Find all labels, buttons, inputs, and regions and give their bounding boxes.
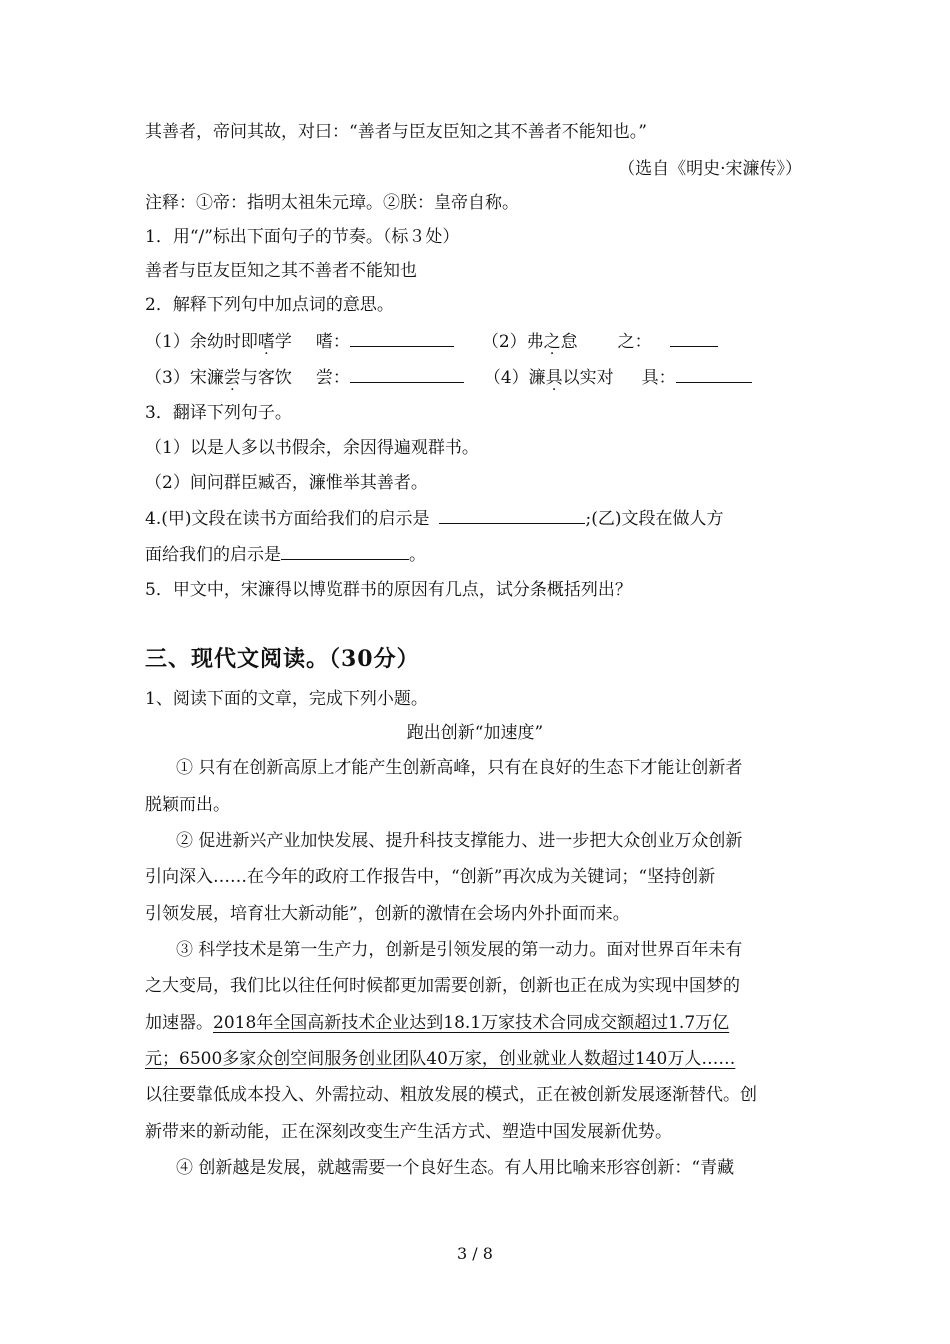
question-2: 2．解释下列句中加点词的意思。	[145, 295, 394, 315]
source-citation: （选自《明史·宋濂传》）	[618, 159, 802, 179]
paragraph-line: 以往要靠低成本投入、外需拉动、粗放发展的模式，正在被创新发展逐渐替代。创	[145, 1085, 757, 1105]
question-3-1: （1）以是人多以书假余，余因得遍观群书。	[145, 438, 479, 458]
q2-2-prefix: （2）弗	[481, 332, 544, 352]
notes: 注释：①帝：指明太祖朱元璋。②朕：皇帝自称。	[145, 193, 519, 213]
q2-2-suffix: 怠	[560, 332, 578, 352]
q2-4-prefix: （4）濂	[483, 368, 546, 388]
q4-part-a: 4.(甲)文段在读书方面给我们的启示是	[145, 509, 430, 529]
dotted-word: 嗜	[257, 332, 275, 352]
section-heading: 三、现代文阅读。（30分）	[145, 646, 420, 672]
question-5: 5．甲文中，宋濂得以博览群书的原因有几点，试分条概括列出？	[145, 580, 632, 600]
paragraph-line	[145, 1048, 735, 1070]
q2-1-term: 嗜：	[315, 332, 350, 352]
answer-blank[interactable]	[350, 330, 454, 347]
answer-blank[interactable]	[670, 330, 718, 347]
dotted-word: 尝	[223, 368, 241, 388]
paragraph-line: 引领发展，培育壮大新动能”，创新的激情在会场内外扑面而来。	[145, 904, 630, 924]
question-3: 3．翻译下列句子。	[145, 403, 292, 423]
dotted-word: 具	[545, 368, 563, 388]
page-number: 3 / 8	[457, 1244, 493, 1263]
question-3-2: （2）间问群臣臧否，濂惟举其善者。	[145, 473, 428, 493]
article-title: 跑出创新“加速度”	[406, 723, 544, 743]
question-1: 1．用“/”标出下面句子的节奏。（标３处）	[145, 227, 460, 247]
q2-3-prefix: （3）宋濂	[145, 368, 224, 388]
q2-3-term: 尝：	[315, 368, 350, 388]
q2-3-suffix: 与客饮	[240, 368, 292, 388]
q2-1-suffix: 学	[274, 332, 292, 352]
text-line: 其善者，帝问其故，对曰：“善者与臣友臣知之其不善者不能知也。”	[145, 122, 647, 142]
q4-part-c: 面给我们的启示是	[145, 545, 281, 565]
paragraph-line: 之大变局，我们比以往任何时候都更加需要创新，创新也正在成为实现中国梦的	[145, 976, 740, 996]
q2-1-prefix: （1）余幼时即	[145, 332, 258, 352]
paragraph-line: ③ 科学技术是第一生产力，创新是引领发展的第一动力。面对世界百年未有	[176, 940, 743, 960]
answer-blank[interactable]	[281, 543, 409, 560]
q4-part-b: ;(乙)文段在做人方	[585, 509, 724, 529]
paragraph-line: 引向深入……在今年的政府工作报告中，“创新”再次成为关键词；“坚持创新	[145, 867, 716, 887]
q2-2-term: 之：	[617, 332, 652, 352]
paragraph-line: 脱颖而出。	[145, 795, 230, 815]
question-4-line-2	[145, 543, 426, 566]
answer-blank[interactable]	[676, 366, 752, 383]
underlined-text: 2018年全国高新技术企业达到18.1万家技术合同成交额超过1.7万亿	[213, 1013, 730, 1033]
paragraph-line: ④ 创新越是发展，就越需要一个良好生态。有人用比喻来形容创新：“青藏	[176, 1158, 735, 1178]
paragraph-text: 加速器。	[145, 1013, 213, 1033]
paragraph-line	[145, 1012, 729, 1034]
answer-blank[interactable]	[350, 366, 464, 383]
section-intro: 1、阅读下面的文章，完成下列小题。	[145, 689, 428, 709]
q2-4-suffix: 以实对	[562, 368, 614, 388]
underlined-text: 元；6500多家众创空间服务创业团队40万家，创业就业人数超过140万人……	[145, 1049, 736, 1069]
q2-4-term: 具：	[641, 368, 676, 388]
question-1-sentence: 善者与臣友臣知之其不善者不能知也	[145, 261, 417, 281]
paragraph-line: ② 促进新兴产业加快发展、提升科技支撑能力、进一步把大众创业万众创新	[176, 831, 743, 851]
dotted-word: 之	[543, 332, 561, 352]
paragraph-line: 新带来的新动能，正在深刻改变生产生活方式、塑造中国发展新优势。	[145, 1122, 672, 1142]
question-4-line-1	[145, 507, 723, 530]
question-2-row-2	[145, 366, 752, 389]
answer-blank[interactable]	[439, 507, 585, 524]
question-2-row-1	[145, 330, 718, 353]
q4-part-d: 。	[409, 545, 426, 565]
paragraph-line: ① 只有在创新高原上才能产生创新高峰，只有在良好的生态下才能让创新者	[176, 758, 743, 778]
